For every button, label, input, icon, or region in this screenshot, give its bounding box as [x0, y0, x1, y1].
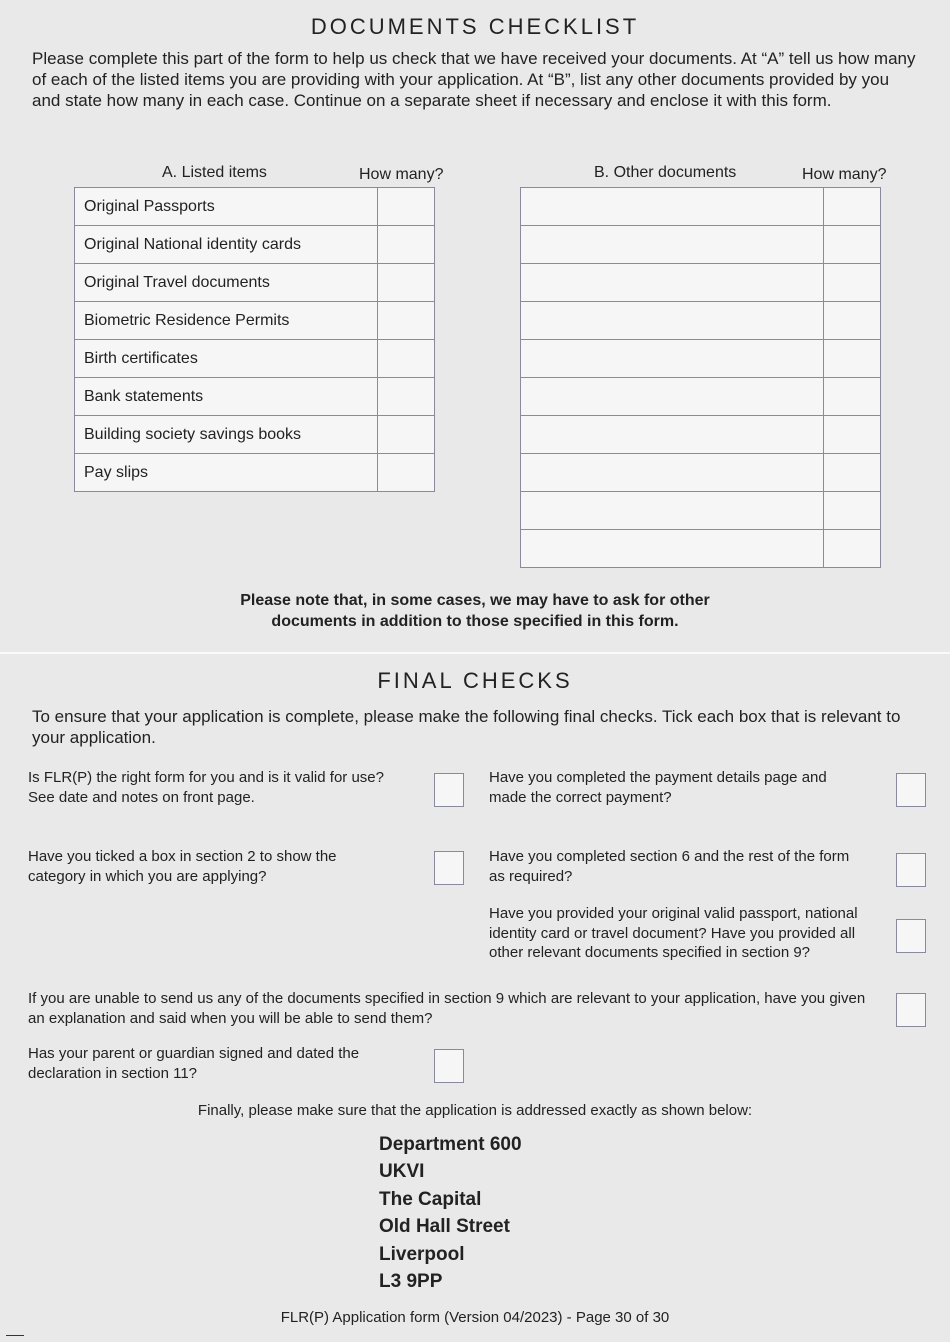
- check-right-form-checkbox[interactable]: [434, 773, 464, 807]
- table-row: [521, 416, 881, 454]
- address-line-5: Liverpool: [379, 1244, 465, 1265]
- how-many-input[interactable]: [824, 188, 881, 226]
- how-many-input[interactable]: [824, 530, 881, 568]
- how-many-input[interactable]: [824, 378, 881, 416]
- other-document-input[interactable]: [521, 492, 824, 530]
- address-line-4: Old Hall Street: [379, 1216, 510, 1237]
- other-document-input[interactable]: [521, 530, 824, 568]
- how-many-input[interactable]: [378, 416, 435, 454]
- check-passport-text: Have you provided your original valid passport, national identity card or travel document? Have you provided all other relevant documents specified in section 9?: [489, 905, 858, 961]
- table-row: [521, 492, 881, 530]
- table-row: [521, 302, 881, 340]
- address-line-3: The Capital: [379, 1189, 482, 1210]
- how-many-input[interactable]: [378, 340, 435, 378]
- check-missing-documents-text: If you are unable to send us any of the documents specified in section 9 which are relevant to your application, have you given an explanation and said when you will be able to send them?: [28, 990, 866, 1027]
- address-line-2: UKVI: [379, 1161, 425, 1182]
- table-row: [75, 378, 435, 416]
- listed-item-birth-certificates: Birth certificates: [75, 340, 378, 378]
- final-checks-title: FINAL CHECKS: [377, 668, 573, 693]
- final-checks-intro: To ensure that your application is complete, please make the following final checks. Tick each box that is relevant to your application.: [32, 707, 901, 747]
- listed-item-pay-slips: Pay slips: [75, 454, 378, 492]
- how-many-input[interactable]: [824, 454, 881, 492]
- how-many-input[interactable]: [378, 302, 435, 340]
- other-document-input[interactable]: [521, 340, 824, 378]
- listed-item-travel-documents: Original Travel documents: [75, 264, 378, 302]
- listed-item-identity-cards: Original National identity cards: [75, 226, 378, 264]
- check-payment-text: Have you completed the payment details page and made the correct payment?: [489, 769, 827, 806]
- table-row: [521, 226, 881, 264]
- table-row: [75, 340, 435, 378]
- how-many-input[interactable]: [378, 264, 435, 302]
- how-many-input[interactable]: [824, 492, 881, 530]
- table-row: [75, 454, 435, 492]
- col-a-label: A. Listed items: [162, 164, 267, 181]
- table-row: [521, 340, 881, 378]
- how-many-input[interactable]: [378, 226, 435, 264]
- other-document-input[interactable]: [521, 454, 824, 492]
- address-line-6: L3 9PP: [379, 1271, 443, 1292]
- how-many-input[interactable]: [378, 188, 435, 226]
- how-many-input[interactable]: [378, 378, 435, 416]
- table-row: [521, 188, 881, 226]
- check-section-6-checkbox[interactable]: [896, 853, 926, 887]
- how-many-input[interactable]: [824, 264, 881, 302]
- check-right-form-text: Is FLR(P) the right form for you and is it valid for use? See date and notes on front page.: [28, 769, 384, 806]
- section-divider: [0, 652, 950, 654]
- page-footer: FLR(P) Application form (Version 04/2023) - Page 30 of 30: [280, 1309, 670, 1326]
- other-document-input[interactable]: [521, 302, 824, 340]
- how-many-input[interactable]: [824, 226, 881, 264]
- listed-items-table: [74, 187, 435, 492]
- check-payment-checkbox[interactable]: [896, 773, 926, 807]
- listed-item-passports: Original Passports: [75, 188, 378, 226]
- check-section-6-text: Have you completed section 6 and the rest of the form as required?: [489, 848, 850, 885]
- table-row: [521, 530, 881, 568]
- table-row: [521, 378, 881, 416]
- check-section-2-checkbox[interactable]: [434, 851, 464, 885]
- table-row: [75, 264, 435, 302]
- checklist-note-line-1: Please note that, in some cases, we may have to ask for other: [240, 592, 710, 609]
- col-b-how-many: How many?: [802, 166, 887, 183]
- checklist-title: DOCUMENTS CHECKLIST: [310, 14, 640, 39]
- address-intro: Finally, please make sure that the application is addressed exactly as shown below:: [197, 1102, 753, 1119]
- check-declaration-text: Has your parent or guardian signed and dated the declaration in section 11?: [28, 1045, 360, 1082]
- other-document-input[interactable]: [521, 226, 824, 264]
- col-b-label: B. Other documents: [594, 164, 737, 181]
- listed-item-brp: Biometric Residence Permits: [75, 302, 378, 340]
- address-line-1: Department 600: [379, 1134, 522, 1155]
- other-document-input[interactable]: [521, 188, 824, 226]
- col-a-how-many: How many?: [359, 166, 444, 183]
- other-document-input[interactable]: [521, 264, 824, 302]
- check-section-2-text: Have you ticked a box in section 2 to show the category in which you are applying?: [28, 848, 337, 885]
- table-row: [75, 416, 435, 454]
- check-passport-checkbox[interactable]: [896, 919, 926, 953]
- check-declaration-checkbox[interactable]: [434, 1049, 464, 1083]
- how-many-input[interactable]: [824, 302, 881, 340]
- other-documents-table: [520, 187, 881, 568]
- other-document-input[interactable]: [521, 416, 824, 454]
- corner-mark: [6, 1335, 24, 1336]
- table-row: [521, 454, 881, 492]
- listed-item-savings-books: Building society savings books: [75, 416, 378, 454]
- table-row: [75, 188, 435, 226]
- how-many-input[interactable]: [824, 340, 881, 378]
- check-missing-documents-checkbox[interactable]: [896, 993, 926, 1027]
- other-document-input[interactable]: [521, 378, 824, 416]
- table-row: [75, 302, 435, 340]
- how-many-input[interactable]: [378, 454, 435, 492]
- checklist-intro: Please complete this part of the form to help us check that we have received your documents. At “A” tell us how many of each of the listed items you are providing with your application. At “B”, list any other documents provided by you and state how many in each case. Continue on a separate sheet if necessary and enclose it with this form.: [32, 49, 916, 110]
- how-many-input[interactable]: [824, 416, 881, 454]
- table-row: [75, 226, 435, 264]
- listed-item-bank-statements: Bank statements: [75, 378, 378, 416]
- checklist-note-line-2: documents in addition to those specified in this form.: [271, 613, 679, 630]
- table-row: [521, 264, 881, 302]
